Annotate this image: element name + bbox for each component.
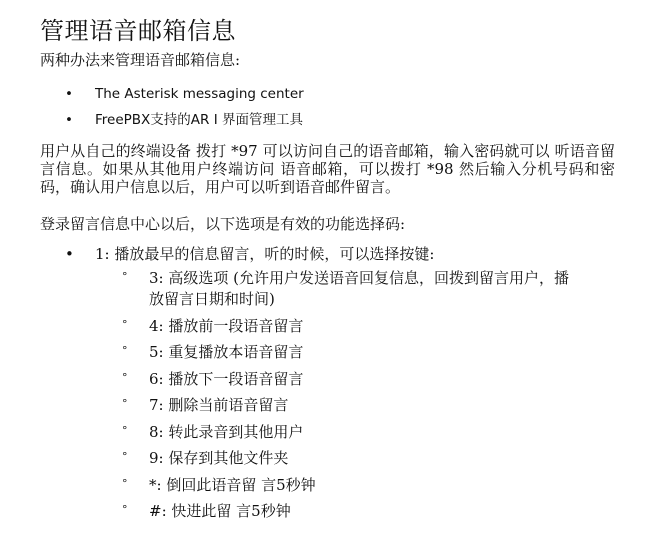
sub-option-label: *: 倒回此语音留 言5秒钟 [149, 475, 316, 494]
circle-bullet-icon: ° [122, 370, 128, 384]
login-text: 登录留言信息中心以后，以下选项是有效的功能选择码: [40, 215, 406, 233]
sub-option-label: #: 快进此留 言5秒钟 [149, 502, 291, 520]
sub-option-label: 7: 删除当前语音留言 [149, 396, 289, 414]
intro-text: 两种办法来管理语音邮箱信息: [40, 51, 241, 69]
sub-option-item [40, 501, 650, 522]
sub-option-label: 6: 播放下一段语音留言 [149, 369, 304, 388]
sub-option-label: 8: 转此录音到其他用户 [149, 422, 304, 441]
sub-option-item [40, 342, 650, 363]
sub-option-item [40, 316, 650, 337]
circle-bullet-icon: ° [122, 344, 128, 357]
document-page [40, 14, 650, 528]
page-title: 管理语音邮箱信息 [40, 17, 236, 45]
method-item [40, 81, 650, 107]
sub-option-label: 9: 保存到其他文件夹 [149, 449, 289, 467]
sub-option-label: 5: 重复播放本语音留言 [149, 343, 304, 361]
function-code-list [40, 243, 650, 522]
circle-bullet-icon: ° [122, 476, 128, 490]
circle-bullet-icon: ° [122, 423, 128, 437]
method-label: FreePBX支持的AR I 界面管理工具 [95, 112, 303, 128]
circle-bullet-icon: ° [122, 503, 128, 516]
methods-list [40, 81, 650, 133]
circle-bullet-icon: ° [122, 450, 128, 463]
sub-option-item [40, 268, 650, 310]
circle-bullet-icon: ° [122, 317, 128, 331]
bullet-icon: • [65, 86, 73, 102]
sub-option-label: 3: 高级选项 (允许用户发送语音回复信息，回拨到留言用户，播放留言日期和时间) [149, 269, 569, 308]
main-option-label: 1: 播放最早的信息留言，听的时候，可以选择按键: [95, 245, 435, 263]
sub-option-list [95, 268, 650, 522]
bullet-icon: • [65, 245, 74, 263]
method-label: The Asterisk messaging center [95, 86, 304, 102]
access-paragraph: 用户从自己的终端设备 拨打 *97 可以访问自己的语音邮箱，输入密码就可以 听语音留言信息。如果从其他用户终端访问 语音邮箱，可以拨打 *98 然后输入分机号码和密码，确认用户信息以后，用户可以听到语音邮件留言。 [40, 142, 615, 196]
sub-option-item [40, 475, 650, 496]
sub-option-item [40, 395, 650, 416]
bullet-icon: • [65, 112, 73, 128]
main-option-item [40, 243, 650, 522]
circle-bullet-icon: ° [122, 397, 128, 410]
sub-option-item [40, 369, 650, 390]
method-item [40, 107, 650, 133]
circle-bullet-icon: ° [122, 270, 128, 283]
sub-option-item [40, 422, 650, 443]
sub-option-label: 4: 播放前一段语音留言 [149, 316, 304, 335]
sub-option-item [40, 448, 650, 469]
